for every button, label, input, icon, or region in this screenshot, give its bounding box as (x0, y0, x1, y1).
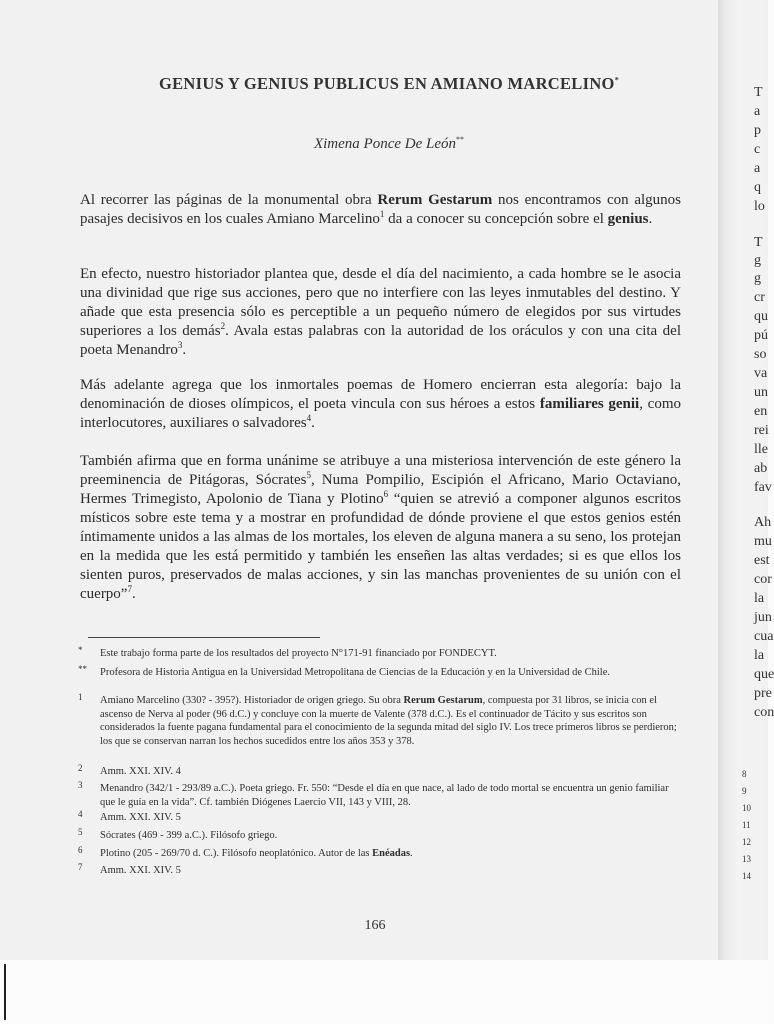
footnote-marker: 3 (78, 780, 83, 790)
footnote-text (100, 647, 684, 661)
next-page-footnote-numbers (742, 766, 762, 885)
emphasis-text: Rerum Gestarum (377, 192, 493, 208)
next-page-line-fragment: fav (754, 480, 772, 495)
next-page-line-fragment: cor (754, 572, 772, 587)
emphasis-text: familiares genii (539, 396, 640, 412)
article-title: GENIUS Y GENIUS PUBLICUS EN AMIANO MARCELINO* (158, 74, 619, 93)
text-run: , Numa Pompilio, Escipión el Africano, Mario Octaviano, Hermes Trimegisto, Apolonio de Tiana y Plotino (80, 472, 681, 507)
next-page-footnote-number: 12 (742, 837, 751, 847)
footnote (78, 666, 684, 680)
next-page-line-fragment: cr (754, 290, 765, 305)
emphasis-text: Enéadas (372, 848, 411, 859)
text-run: Menandro (342/1 - 293/89 a.C.). Poeta griego. Fr. 550: “Desde el día en que nace, al lado de todo mortal se encuentra un genio familiar que le guía en la vida”. Cf. también Diógenes Laercio VII, 143 y VIII, 28. (100, 783, 669, 808)
footnote-ref: 1 (379, 209, 385, 219)
footnote (78, 765, 684, 779)
footnote-text (100, 864, 684, 878)
next-page-line-fragment: que (754, 667, 774, 682)
footnote-marker: ** (78, 664, 87, 674)
text-run: Más adelante agrega que los inmortales poemas de Homero encierran esta alegoría: bajo la denominación de dioses olímpicos, el poeta vincula con sus héroes a estos (80, 377, 681, 412)
next-page-line-fragment: la (754, 591, 765, 606)
footnote-marker: 7 (78, 862, 83, 872)
paragraph-1 (80, 191, 681, 229)
footnote-text (100, 829, 684, 843)
text-run: . (648, 211, 653, 227)
footnote-marker: 5 (78, 827, 83, 837)
next-page-line-fragment: a (754, 104, 761, 119)
next-page-line-fragment: en (754, 404, 768, 419)
scan-bottom-margin (0, 960, 768, 1024)
text-run: Amm. XXI. XIV. 5 (100, 865, 181, 876)
paragraph-4 (80, 452, 681, 604)
footnote-text (100, 811, 684, 825)
footnote-marker: * (78, 645, 83, 655)
next-page-line-fragment: a (754, 161, 761, 176)
next-page-line-fragment: Ah (754, 515, 772, 530)
next-page-line-fragment: est (754, 553, 770, 568)
footnote-ref: 7 (127, 584, 132, 594)
next-page-line-fragment: so (754, 347, 767, 362)
emphasis-text: genius (607, 211, 649, 227)
text-run: Amiano Marcelino (330? - 395?). Historiador de origen griego. Su obra (100, 695, 404, 706)
next-page-line-fragment: qu (754, 309, 768, 324)
footnote (78, 647, 684, 661)
next-page-line-fragment: jun (754, 610, 772, 625)
next-page-line-fragment: q (754, 180, 761, 195)
footnote-rule (88, 637, 320, 638)
next-page-footnote-number: 9 (742, 786, 747, 796)
text-run: nos encontramos con algunos pasajes decisivos en los cuales Amiano Marcelino (80, 192, 681, 227)
paragraph-2 (80, 265, 681, 360)
text-run: Profesora de Historia Antigua en la Universidad Metropolitana de Ciencias de la Educación y en la Universidad de Chile. (100, 667, 610, 678)
next-page-line-fragment: mu (754, 534, 772, 549)
footnote (78, 782, 684, 809)
footnote-marker: 2 (78, 763, 83, 773)
next-page-footnote-number: 11 (742, 820, 751, 830)
footnote-text (100, 847, 684, 861)
next-page-line-fragment: rei (754, 423, 769, 438)
next-page-line-fragment: un (754, 385, 768, 400)
next-page-line-fragment: g (754, 271, 761, 286)
text-run: . (182, 342, 187, 358)
text-run: da a conocer su concepción sobre el (384, 211, 608, 227)
next-page-footnote-number: 8 (742, 769, 747, 779)
text-run: , como interlocutores, auxiliares o salvadores (80, 396, 681, 431)
title-footnote-mark: * (614, 75, 619, 85)
next-page-footnote-number: 13 (742, 854, 751, 864)
footnote-marker: 4 (78, 809, 83, 819)
next-page-line-fragment: g (754, 253, 761, 268)
paragraph-3 (80, 376, 681, 433)
next-page-line-fragment: c (754, 142, 761, 157)
text-run: En efecto, nuestro historiador plantea que, desde el día del nacimiento, a cada hombre se le asocia una divinidad que rige sus acciones, pero que no interfiere con las leyes inmutables del destino. Y añade que esta presencia sólo es perceptible a un pequeño número de elegidos por sus virtudes superiores a los demás (80, 266, 681, 339)
footnote-text (100, 694, 684, 748)
next-page-line-fragment: la (754, 648, 765, 663)
next-page-line-fragment: con (754, 705, 774, 720)
text-run: , compuesta por 31 libros, se inicia con el ascenso de Nerva al poder (96 d.C.) y concluye con la muerte de Valente (378 d.C.). Es el continuador de Tácito y sus escritos son considerados la fuente pagana fundamental para el conocimiento de la segunda mitad del siglo IV. Los trece primeros libros se perdieron; los que se conservan narran los hechos sucedidos entre los años 353 y 378. (100, 695, 677, 747)
article-author: Ximena Ponce De León** (313, 135, 465, 152)
text-run: Amm. XXI. XIV. 5 (100, 812, 181, 823)
text-run: Amm. XXI. XIV. 4 (100, 766, 181, 777)
next-page-line-fragment: pre (754, 686, 772, 701)
footnote (78, 864, 684, 878)
next-page-line-fragment: ab (754, 461, 768, 476)
page-number: 166 (364, 918, 386, 933)
text-run: Plotino (205 - 269/70 d. C.). Filósofo neoplatónico. Autor de las (100, 848, 373, 859)
text-run: . (131, 586, 136, 602)
text-run: Al recorrer las páginas de la monumental obra (80, 192, 378, 208)
next-page-footnote-number: 10 (742, 803, 751, 813)
text-run: . (311, 415, 315, 431)
footnote-ref: 5 (306, 470, 311, 480)
text-run: “quien se atrevió a componer algunos escritos místicos sobre este tema y a mostrar en profundidad de dónde proviene el que estos genios estén íntimamente unidos a las almas de los mortales, los eleven de alguna manera a su seno, los protejan en la medida que les está permitido y también les enseñen las altas verdades; si es que ellos los sienten puros, preservados de malas acciones, y sin las manchas provenientes de su unión con el cuerpo” (80, 491, 681, 602)
scan-edge-mark (4, 964, 6, 1020)
footnote-ref: 2 (220, 321, 226, 331)
footnote-marker: 6 (78, 845, 83, 855)
text-run: Este trabajo forma parte de los resultados del proyecto N°171-91 financiado por FONDECYT. (100, 648, 497, 659)
next-page-line-fragment: T (754, 235, 763, 250)
text-run: . Avala estas palabras con la autoridad de los oráculos y con una cita del poeta Menandro (80, 323, 682, 358)
next-page-footnote-number: 14 (742, 871, 751, 881)
next-page-line-fragment: lle (754, 442, 768, 457)
next-page-line-fragment: p (754, 123, 761, 138)
footnote-text (100, 782, 684, 809)
text-run: También afirma que en forma unánime se atribuye a una misteriosa intervención de este género la preeminencia de Pitágoras, Sócrates (80, 453, 681, 488)
text-run: . (410, 848, 413, 859)
footnote (78, 829, 684, 843)
footnote (78, 811, 684, 825)
footnote-text (100, 765, 684, 779)
next-page-line-fragment: cua (754, 629, 774, 644)
footnote-text (100, 666, 684, 680)
footnote-ref: 3 (177, 340, 183, 350)
emphasis-text: Rerum Gestarum (403, 695, 483, 706)
next-page-line-fragment: va (754, 366, 768, 381)
footnote (78, 694, 684, 748)
footnote-ref: 6 (383, 489, 389, 499)
next-page-line-fragment: lo (754, 199, 765, 214)
author-footnote-mark: ** (456, 135, 465, 144)
footnote (78, 847, 684, 861)
footnote-marker: 1 (78, 692, 83, 702)
footnote-ref: 4 (306, 413, 312, 423)
next-page-line-fragment: T (754, 85, 763, 100)
text-run: Sócrates (469 - 399 a.C.). Filósofo griego. (100, 830, 278, 841)
next-page-line-fragment: pú (754, 328, 768, 343)
